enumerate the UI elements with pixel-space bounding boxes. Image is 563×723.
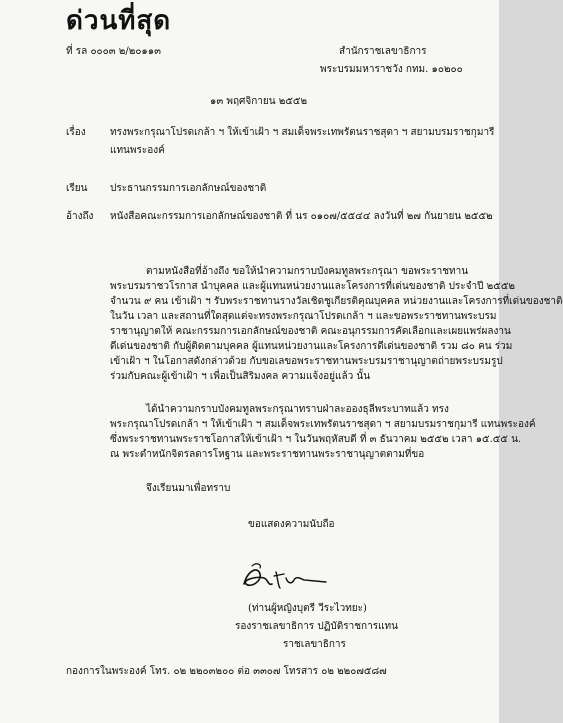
sender-address: พระบรมมหาราชวัง กทม. ๑๐๒๐๐ <box>320 64 463 75</box>
reference-text: หนังสือคณะกรรมการเอกลักษณ์ของชาติ ที่ นร ๐๑๐๗/๕๕๔๔ ลงวันที่ ๒๗ กันยายน ๒๕๕๒ <box>110 211 493 222</box>
urgency-heading: ด่วนที่สุด <box>66 6 172 36</box>
paragraph-2-line: ซึ่งพระราชทานพระราชโอกาสให้เข้าเฝ้า ฯ ในวันพฤหัสบดี ที่ ๓ ธันวาคม ๒๕๕๒ เวลา ๑๕.๕๕ น. <box>110 434 522 445</box>
subject-label: เรื่อง <box>66 127 86 138</box>
subject-line-1: ทรงพระกรุณาโปรดเกล้า ฯ ให้เข้าเฝ้า ฯ สมเด็จพระเทพรัตนราชสุดา ฯ สยามบรมราชกุมารี <box>110 127 495 138</box>
footer-contact: กองการในพระองค์ โทร. ๐๒ ๒๒๐๓๒๐๐ ต่อ ๓๓๐๗ โทรสาร ๐๒ ๒๒๐๗๕๘๗ <box>66 666 387 677</box>
paragraph-1-line: ตามหนังสือที่อ้างถึง ขอให้นำความกราบบังคมทูลพระกรุณา ขอพระราชทาน <box>146 266 469 277</box>
reference-number: ที่ รล ๐๐๐๓ ๒/๒๐๑๑๓ <box>66 46 161 57</box>
paragraph-1-line: จำนวน ๙ คน เข้าเฝ้า ฯ รับพระราชทานรางวัลเชิดชูเกียรติคุณบุคคล หน่วยงานและโครงการที่เด่นของชาติ <box>110 296 563 307</box>
closing-request: จึงเรียนมาเพื่อทราบ <box>146 483 231 494</box>
closing-regards: ขอแสดงความนับถือ <box>248 519 335 530</box>
signatory-title: ราชเลขาธิการ <box>283 639 346 650</box>
paragraph-1-line: ราชานุญาตให้ คณะกรรมการเอกลักษณ์ของชาติ คณะอนุกรรมการคัดเลือกและเผยแพร่ผลงาน <box>110 326 511 337</box>
reference-label: อ้างถึง <box>66 211 94 222</box>
paragraph-2-line: ณ พระตำหนักจิตรลดารโหฐาน และพระราชทานพระราชานุญาตตามที่ขอ <box>110 449 425 460</box>
signatory-position: รองราชเลขาธิการ ปฏิบัติราชการแทน <box>235 621 398 632</box>
paragraph-1-line: ดีเด่นของชาติ กับผู้ติดตามบุคคล ผู้แทนหน่วยงานและโครงการดีเด่นของชาติ รวม ๘๐ คน ร่วม <box>110 341 513 352</box>
signatory-name: (ท่านผู้หญิงบุตรี วีระไวทยะ) <box>248 603 367 614</box>
paragraph-2-line: ได้นำความกราบบังคมทูลพระกรุณาทราบฝ่าละอองธุลีพระบาทแล้ว ทรง <box>146 404 449 415</box>
handwritten-signature <box>238 560 330 594</box>
recipient-label: เรียน <box>66 183 88 194</box>
paragraph-1-line: ร่วมกับคณะผู้เข้าเฝ้า ฯ เพื่อเป็นสิริมงคล ความแจ้งอยู่แล้ว นั้น <box>110 371 371 382</box>
paragraph-1-line: พระบรมราชวโรกาส นำบุคคล และผู้แทนหน่วยงานและโครงการที่เด่นของชาติ ประจำปี ๒๕๕๒ <box>110 281 515 292</box>
paragraph-1-line: ในวัน เวลา และสถานที่ใดสุดแต่จะทรงพระกรุณาโปรดเกล้า ฯ และขอพระราชทานพระบรม <box>110 311 497 322</box>
paragraph-2-line: พระกรุณาโปรดเกล้า ฯ ให้เข้าเฝ้า ฯ สมเด็จพระเทพรัตนราชสุดา ฯ สยามบรมราชกุมารี แทนพระองค์ <box>110 419 536 430</box>
subject-line-2: แทนพระองค์ <box>110 145 165 156</box>
sender-office: สำนักราชเลขาธิการ <box>339 46 427 57</box>
letter-date: ๑๓ พฤศจิกายน ๒๕๕๒ <box>210 96 308 107</box>
recipient-text: ประธานกรรมการเอกลักษณ์ของชาติ <box>110 183 267 194</box>
paragraph-1-line: เข้าเฝ้า ฯ ในโอกาสดังกล่าวด้วย กับขอเลขอพระราชทานพระบรมราชานุญาตถ่ายพระบรมรูป <box>110 356 503 367</box>
